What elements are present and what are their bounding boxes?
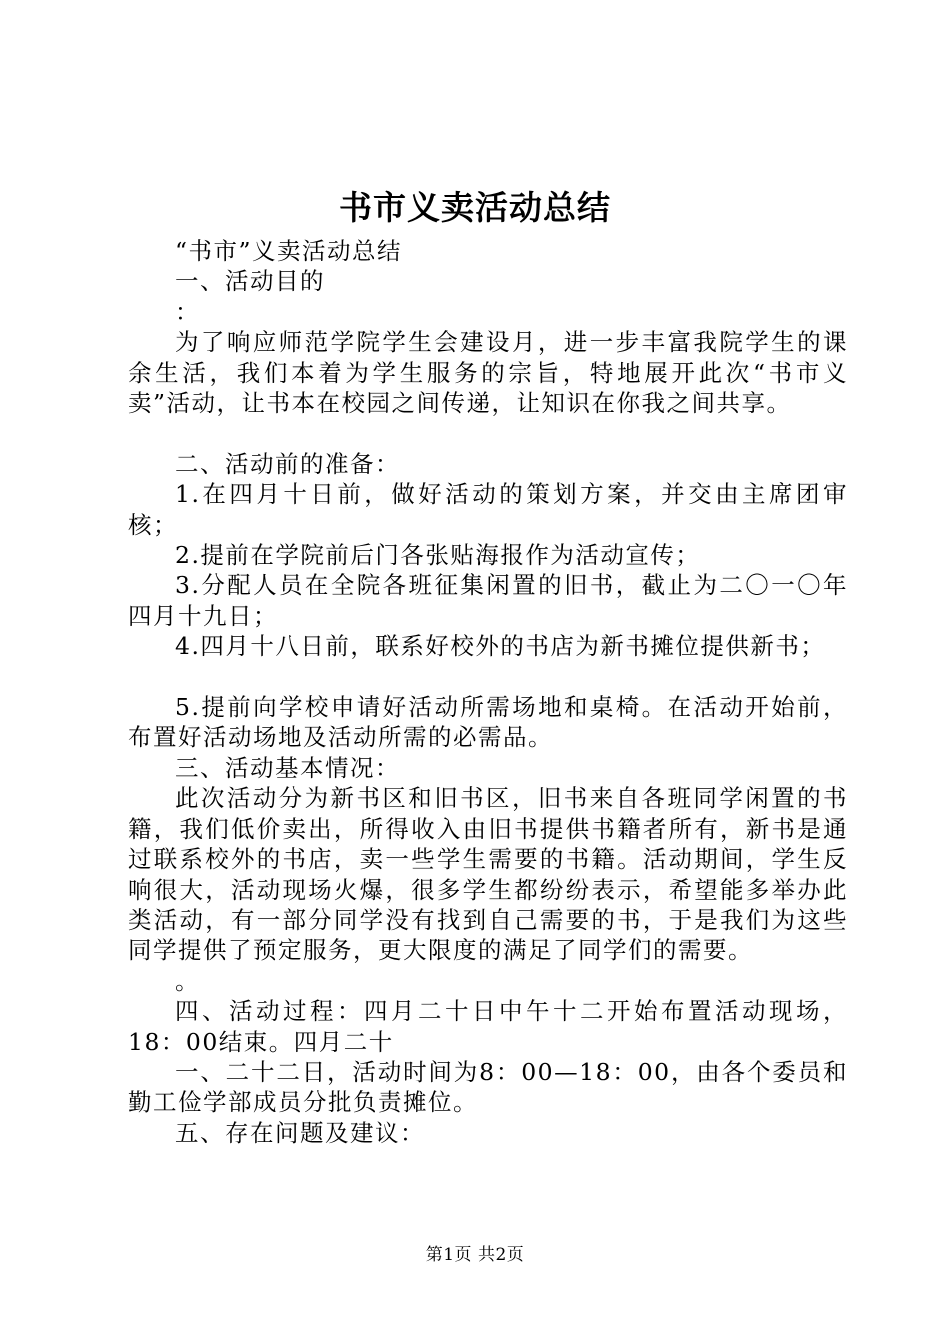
paragraph-heading-preparation: 二、活动前的准备： (175, 449, 400, 478)
paragraph-heading-purpose: 一、活动目的 (175, 267, 325, 296)
paragraph-spacer (128, 418, 848, 448)
paragraph-prep-1: 1.在四月十日前，做好活动的策划方案，并交由主席团审核； (128, 480, 848, 539)
paragraph-situation: 此次活动分为新书区和旧书区，旧书来自各班同学闲置的书籍，我们低价卖出，所得收入由旧书提供书籍者所有，新书是通过联系校外的书店，卖一些学生需要的书籍。活动期间，学生反响很大，活动现场火爆，很多学生都纷纷表示，希望能多举办此类活动，有一部分同学没有找到自己需要的书，于是我们为这些同学提供了预定服务，更大限度的满足了同学们的需要。 (128, 784, 848, 965)
paragraph-colon: ： (175, 297, 200, 326)
page-number-footer: 第1页 共2页 (425, 1245, 525, 1265)
paragraph-prep-5: 5.提前向学校申请好活动所需场地和桌椅。在活动开始前，布置好活动场地及活动所需的必需品。 (128, 693, 848, 752)
paragraph-prep-3: 3.分配人员在全院各班征集闲置的旧书，截止为二〇一〇年四月十九日； (128, 571, 848, 630)
paragraph-purpose: 为了响应师范学院学生会建设月，进一步丰富我院学生的课余生活，我们本着为学生服务的宗旨，特地展开此次“书市义卖”活动，让书本在校园之间传递，让知识在你我之间共享。 (128, 328, 848, 418)
paragraph-process-continued: 一、二十二日，活动时间为8：00—18：00，由各个委员和勤工俭学部成员分批负责摊位。 (128, 1057, 848, 1117)
paragraph-period: 。 (175, 966, 200, 995)
paragraph-heading-issues: 五、存在问题及建议： (175, 1118, 425, 1147)
paragraph-prep-2: 2.提前在学院前后门各张贴海报作为活动宣传； (175, 541, 701, 570)
paragraph-prep-4: 4.四月十八日前，联系好校外的书店为新书摊位提供新书； (175, 632, 826, 661)
document-body (128, 236, 848, 1148)
paragraph-heading-situation: 三、活动基本情况： (175, 753, 400, 782)
paragraph-subtitle: “书市”义卖活动总结 (175, 237, 403, 265)
paragraph-spacer (128, 662, 848, 692)
document-title: 书市义卖活动总结 (339, 188, 611, 227)
paragraph-process: 四、活动过程：四月二十日中午十二开始布置活动现场，18：00结束。四月二十 (128, 997, 848, 1056)
